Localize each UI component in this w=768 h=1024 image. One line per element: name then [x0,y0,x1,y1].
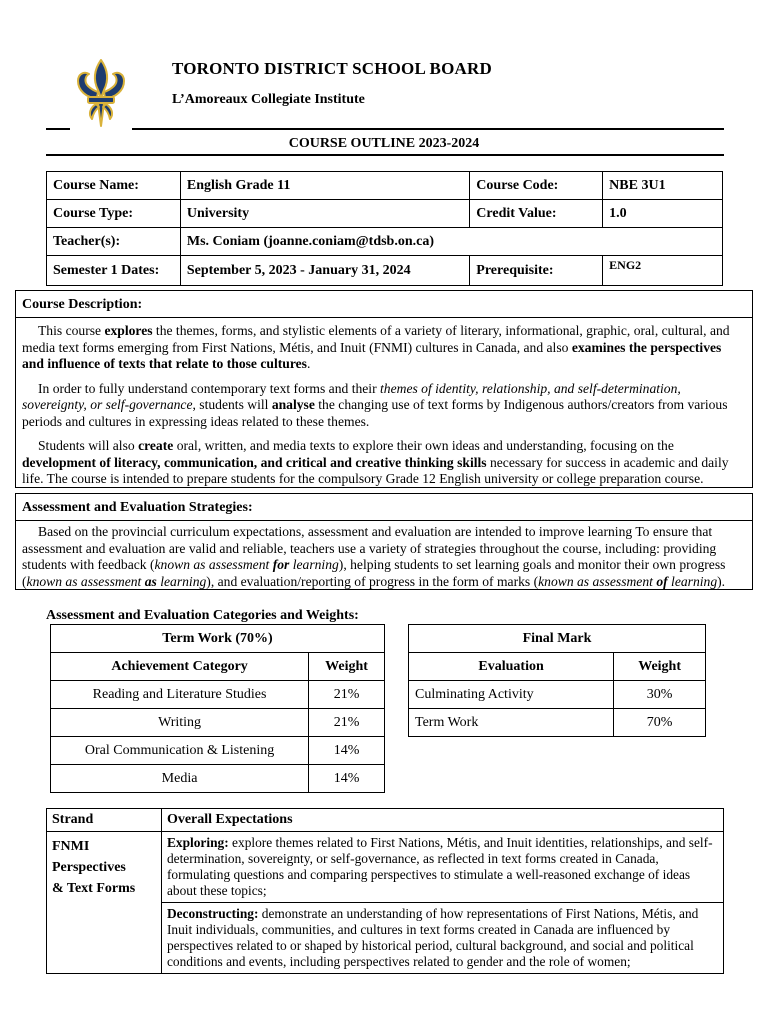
school-board-name: TORONTO DISTRICT SCHOOL BOARD [172,59,492,78]
category-weight: 21% [309,709,385,737]
semester-dates-label: Semester 1 Dates: [47,256,181,286]
text-run: ). [717,573,726,589]
category-weight: 21% [309,681,385,709]
table-row [47,832,724,903]
prerequisite-value [603,256,723,286]
header-rule-left [46,128,70,130]
course-name-value: English Grade 11 [180,172,469,200]
text-run: known as assessment for learning [154,557,339,572]
expectation-label: Deconstructing: [166,906,259,921]
assessment-strategies-title: Assessment and Evaluation Strategies: [16,494,752,521]
table-header-row [409,653,706,681]
table-row [51,737,385,765]
course-code-label: Course Code: [470,172,603,200]
text-run: Based on the provincial curriculum expectations, assessment and evaluation are intended to improve learning To ensure that assessment and evaluation are valid and reliable, teachers use a variety of strategies throughout the course, including: providing students with feedback ( [22,524,717,572]
evaluation-name: Culminating Activity [409,681,614,709]
text-run: Students will also [38,438,139,453]
description-paragraph [16,381,752,431]
course-description-title: Course Description: [16,291,752,318]
strand-name [47,832,162,974]
evaluation-weight: 30% [614,681,706,709]
header-rule-right [132,128,724,130]
column-header: Achievement Category [51,653,309,681]
text-run: This course [38,323,105,338]
column-header: Weight [309,653,385,681]
strand-expectations-table [46,808,724,974]
text-run: ), helping students to set learning goals and monitor their own progress ( [22,557,726,589]
text-run: known as assessment as learning [26,573,207,589]
prerequisite-text: ENG2 [609,258,642,272]
column-header: Strand [47,809,162,832]
text-run: themes of identity, relationship, and self-determination, sovereignty, or self-governance [22,380,681,412]
text-run: create [138,438,174,453]
course-info-table [46,171,723,286]
title-rule [46,154,724,156]
table-row [51,765,385,793]
category-weight: 14% [309,765,385,793]
text-run: analyse [271,397,315,412]
strand-name-line: FNMI [52,839,90,854]
table-header-row [409,625,706,653]
credit-value: 1.0 [603,200,723,228]
description-paragraph [16,438,752,488]
category-weight: 14% [309,737,385,765]
table-header-row [51,653,385,681]
text-run: known as assessment of learning [538,573,718,589]
teacher-label: Teacher(s): [47,228,181,256]
column-header: Weight [614,653,706,681]
term-work-table [50,624,385,793]
text-run: the changing use of text forms by Indigenous authors/creators from various periods and cultures in expressing ideas related to these themes. [22,397,728,429]
achievement-category: Writing [51,709,309,737]
text-run: , students will [192,397,272,412]
expectation-text: explore themes related to First Nations, Métis, and Inuit identities, relationships, and self-determination, sovereignty, or self-governance, as reflected in text forms created in Canada, formulating questions and comparing perspectives to stimulate a well-reasoned exchange of ideas about these topics; [166,835,713,898]
column-header: Overall Expectations [161,809,723,832]
course-type-value: University [180,200,469,228]
column-header: Evaluation [409,653,614,681]
term-work-title: Term Work (70%) [51,625,385,653]
text-run: the themes, forms, and stylistic elements of a variety of literary, informational, graphic, oral, cultural, and media text forms emerging from First Nations, Métis, and Inuit (FNMI) cultures in Canada, and also [22,323,730,355]
expectation-label: Exploring: [166,835,229,850]
achievement-category: Oral Communication & Listening [51,737,309,765]
text-run: oral, written, and media texts to explore their own ideas and understanding, focusing on the [173,438,674,453]
text-run: In order to fully understand contemporary text forms and their [38,380,381,396]
assessment-paragraph [16,524,752,590]
expectation-exploring [161,832,723,903]
table-row [409,709,706,737]
teacher-value: Ms. Coniam (joanne.coniam@tdsb.on.ca) [180,228,722,256]
school-name: L’Amoreaux Collegiate Institute [172,92,365,107]
table-header-row [47,809,724,832]
page-title: COURSE OUTLINE 2023-2024 [288,136,480,151]
text-run: explores [104,323,153,338]
table-header-row [51,625,385,653]
description-paragraph [16,323,752,373]
text-run: examines the perspectives and influence of texts that relate to those cultures [22,339,722,371]
semester-dates-value: September 5, 2023 - January 31, 2024 [180,256,469,286]
table-row [47,228,723,256]
weights-heading: Assessment and Evaluation Categories and Weights: [46,608,359,623]
text-run: development of literacy, communication, and critical and creative thinking skills [22,454,487,470]
evaluation-name: Term Work [409,709,614,737]
expectation-text: demonstrate an understanding of how representations of First Nations, Métis, and Inuit individuals, communities, and cultures in text forms created in Canada are influenced by perspectives related to or shaped by historical period, cultural background, and social and political conditions and events, including perspectives related to gender and the role of women; [166,906,699,969]
table-row [47,256,723,286]
course-code-value: NBE 3U1 [603,172,723,200]
final-mark-title: Final Mark [409,625,706,653]
text-run: ), and evaluation/reporting of progress in the form of marks ( [206,573,539,589]
text-run: . [306,356,311,371]
achievement-category: Reading and Literature Studies [51,681,309,709]
course-name-label: Course Name: [47,172,181,200]
table-row [51,681,385,709]
text-run: necessary for success in academic and daily life. The course is intended to prepare students for the compulsory Grade 12 English university or college preparation course. [22,454,729,486]
assessment-strategies-section [15,493,753,590]
credit-value-label: Credit Value: [470,200,603,228]
evaluation-weight: 70% [614,709,706,737]
course-type-label: Course Type: [47,200,181,228]
table-row [409,681,706,709]
final-mark-table [408,624,706,737]
fleur-de-lis-icon [72,58,130,130]
strand-name-line: & Text Forms [52,881,136,896]
table-row [51,709,385,737]
prerequisite-label: Prerequisite: [470,256,603,286]
course-description-section [15,290,753,488]
achievement-category: Media [51,765,309,793]
table-row [47,200,723,228]
expectation-deconstructing [161,903,723,974]
table-row [47,172,723,200]
strand-name-line: Perspectives [52,860,126,875]
